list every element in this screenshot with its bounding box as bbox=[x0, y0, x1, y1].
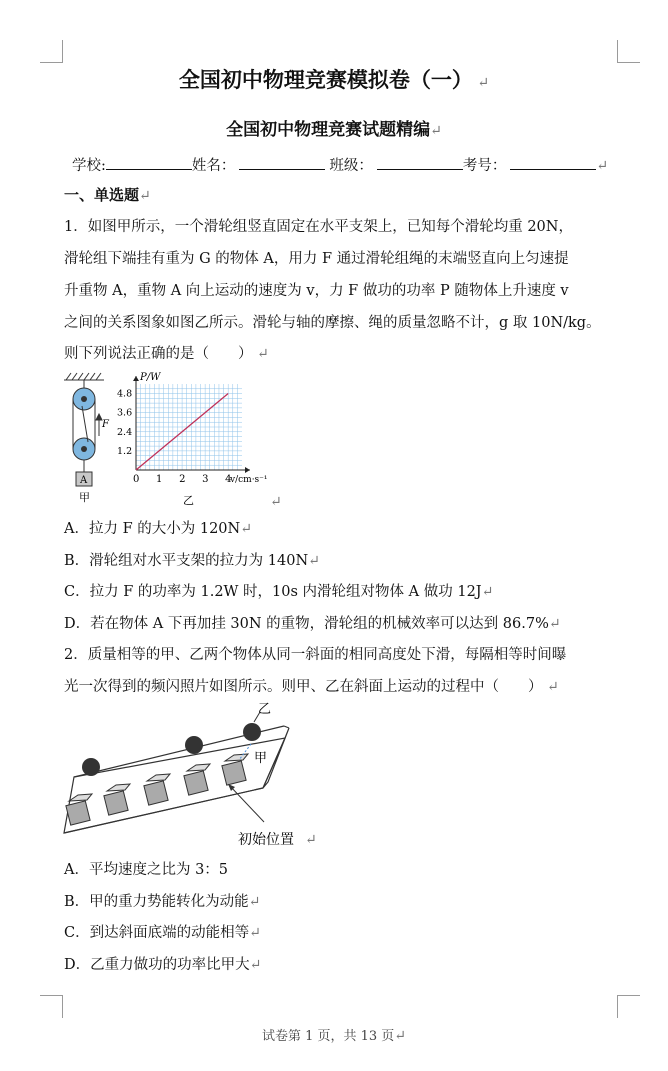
class-label: 班级： bbox=[329, 158, 373, 174]
q1-line-1: 1．如图甲所示，一个滑轮组竖直固定在水平支架上，已知每个滑轮均重 20N， bbox=[64, 219, 573, 235]
q2-option-d[interactable]: D．乙重力做功的功率比甲大↵ bbox=[64, 957, 262, 973]
q1-line-3: 升重物 A，重物 A 向上运动的速度为 v，力 F 做功的功率 P 随物体上升速度 v bbox=[64, 283, 569, 299]
x-tick-label: 1 bbox=[156, 474, 163, 485]
page-title: 全国初中物理竞赛模拟卷（一） ↵ bbox=[178, 67, 490, 92]
figure-label-jia: 甲 bbox=[254, 751, 268, 766]
q1-line-4: 之间的关系图象如图乙所示。滑轮与轴的摩擦、绳的质量忽略不计，g 取 10N/kg。 bbox=[64, 315, 601, 331]
corner-mark-bottom-right bbox=[617, 995, 640, 1018]
q1-option-c[interactable]: C．拉力 F 的功率为 1.2W 时，10s 内滑轮组对物体 A 做功 12J↵ bbox=[64, 584, 494, 600]
ball bbox=[185, 736, 203, 754]
chart-y-axis-label: P/W bbox=[140, 372, 161, 383]
class-blank[interactable] bbox=[377, 155, 463, 170]
force-label: F bbox=[102, 419, 109, 430]
name-blank[interactable] bbox=[239, 155, 325, 170]
incline bbox=[64, 726, 289, 833]
q1-option-a[interactable]: A．拉力 F 的大小为 120N↵ bbox=[64, 521, 252, 537]
x-tick-label: 3 bbox=[202, 474, 209, 485]
x-tick-label: 2 bbox=[179, 474, 186, 485]
ceiling-support bbox=[64, 373, 104, 388]
section-heading: 一、单选题↵ bbox=[64, 186, 151, 204]
page-subtitle: 全国初中物理竞赛试题精编↵ bbox=[226, 120, 442, 140]
q1-line-2: 滑轮组下端挂有重为 G 的物体 A，用力 F 通过滑轮组绳的末端竖直向上匀速提 bbox=[64, 251, 569, 267]
school-blank[interactable] bbox=[106, 155, 192, 170]
name-label: 姓名： bbox=[191, 158, 236, 174]
y-tick-label: 4.8 bbox=[117, 388, 133, 400]
q2-line-1: 2．质量相等的甲、乙两个物体从同一斜面的相同高度处下滑，每隔相等时间曝 bbox=[64, 647, 567, 663]
corner-mark-top-left bbox=[40, 40, 63, 63]
q1-option-b[interactable]: B．滑轮组对水平支架的拉力为 140N↵ bbox=[64, 553, 320, 569]
figure-label-yi: 乙 bbox=[183, 494, 194, 507]
x-tick-label: 0 bbox=[133, 474, 140, 485]
q2-option-a[interactable]: A．平均速度之比为 3：5 bbox=[64, 862, 229, 878]
y-tick-label: 2.4 bbox=[117, 426, 133, 438]
y-tick-label: 3.6 bbox=[117, 407, 133, 419]
x-tick-label: 4 bbox=[225, 474, 232, 485]
exam-no-label: 考号： bbox=[462, 158, 507, 174]
corner-mark-top-right bbox=[617, 40, 640, 63]
y-axis-arrow bbox=[133, 376, 139, 381]
chart-x-axis-label: v/cm·s⁻¹ bbox=[230, 475, 268, 485]
q1-line-5: 则下列说法正确的是（ ） ↵ bbox=[64, 346, 269, 362]
y-tick-label: 1.2 bbox=[117, 445, 133, 457]
p-v-chart bbox=[117, 372, 268, 485]
ball bbox=[243, 723, 261, 741]
exam-no-blank[interactable] bbox=[510, 155, 596, 170]
q1-figure bbox=[60, 370, 290, 510]
q2-figure bbox=[58, 700, 333, 855]
q2-option-b[interactable]: B．甲的重力势能转化为动能↵ bbox=[64, 894, 261, 910]
student-info-line: 学校: 姓名： 班级： 考号： ↵ bbox=[72, 154, 608, 175]
figure-label-jia: 甲 bbox=[79, 491, 90, 504]
school-label: 学校: bbox=[72, 158, 106, 174]
q1-option-d[interactable]: D．若在物体 A 下再加挂 30N 的重物，滑轮组的机械效率可以达到 86.7%↵ bbox=[64, 616, 561, 632]
page-footer: 试卷第 1 页，共 13 页↵ bbox=[261, 1028, 407, 1044]
ball bbox=[82, 758, 100, 776]
q2-line-2: 光一次得到的频闪照片如图所示。则甲、乙在斜面上运动的过程中（ ） ↵ bbox=[64, 679, 559, 695]
figure-label-yi: 乙 bbox=[258, 702, 272, 717]
block-a-label: A bbox=[80, 475, 88, 486]
x-axis-arrow bbox=[245, 467, 250, 473]
initial-position-caption: 初始位置 bbox=[238, 832, 294, 848]
corner-mark-bottom-left bbox=[40, 995, 63, 1018]
q2-option-c[interactable]: C．到达斜面底端的动能相等↵ bbox=[64, 925, 261, 941]
